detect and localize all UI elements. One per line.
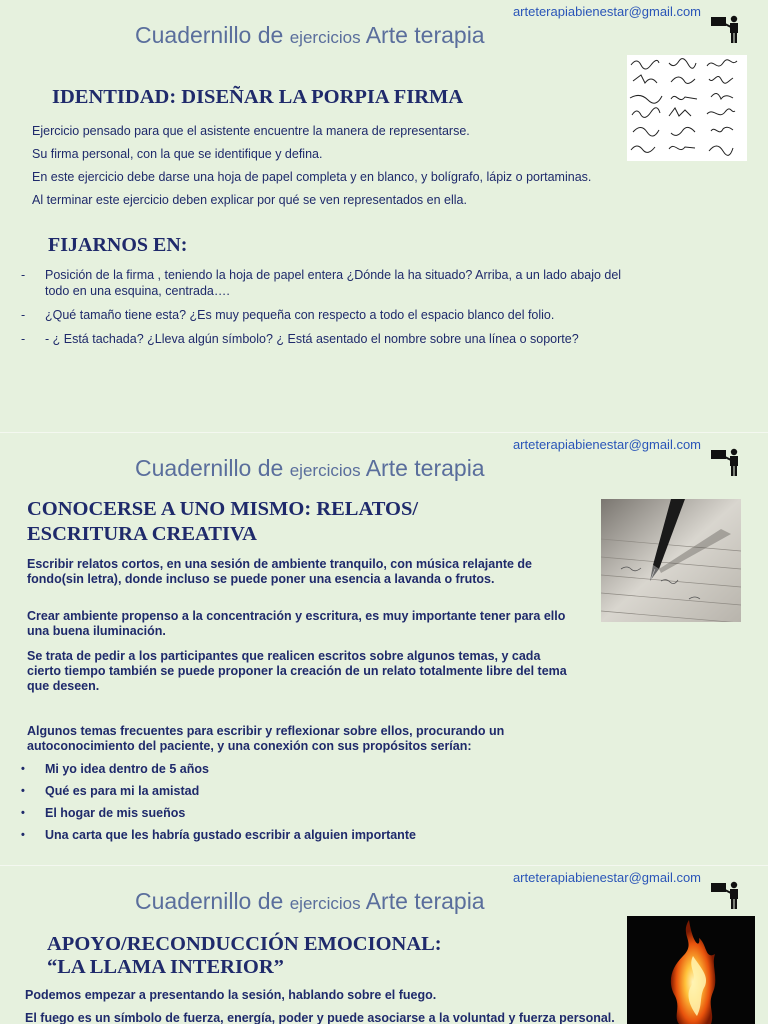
- contact-email-link[interactable]: arteterapiabienestar@gmail.com: [512, 870, 701, 885]
- body-paragraph: Al terminar este ejercicio deben explicar por qué se ven representados en ella.: [32, 193, 467, 207]
- slide-identidad: [0, 0, 768, 432]
- list-item: - - ¿ Está tachada? ¿Lleva algún símbolo? ¿ Está asentado el nombre sobre una línea o soporte?: [21, 331, 636, 347]
- slide-llama-interior: [0, 865, 768, 1024]
- flame-image: [627, 916, 755, 1024]
- body-paragraph: El fuego es un símbolo de fuerza, energía, poder y puede asociarse a la voluntad y fuerza personal.: [25, 1011, 615, 1024]
- list-item: - ¿Qué tamaño tiene esta? ¿Es muy pequeña con respecto a todo el espacio blanco del folio.: [21, 307, 636, 323]
- list-item: • Qué es para mi la amistad: [21, 784, 572, 799]
- contact-email-link[interactable]: arteterapiabienestar@gmail.com: [512, 4, 701, 19]
- teacher-presenting-icon: [710, 880, 742, 910]
- list-item: - Posición de la firma , teniendo la hoja de papel entera ¿Dónde la ha situado? Arriba, a un lado abajo del todo en una esquina, centrada….: [21, 267, 636, 299]
- signatures-image: [627, 55, 747, 161]
- slide-subheading: FIJARNOS EN:: [48, 234, 188, 256]
- body-paragraph: Algunos temas frecuentes para escribir y reflexionar sobre ellos, procurando un autoconocimiento del paciente, y una conexión con sus propósitos serían:: [27, 724, 505, 753]
- list-item: • El hogar de mis sueños: [21, 806, 572, 821]
- slide-heading: IDENTIDAD: DISEÑAR LA PORPIA FIRMA: [52, 86, 464, 108]
- deck-title: Cuadernillo de ejercicios Arte terapia: [135, 455, 485, 481]
- fountain-pen-image: [601, 499, 741, 622]
- slide-conocerse: [0, 432, 768, 865]
- body-paragraph: Se trata de pedir a los participantes que realicen escritos sobre algunos temas, y cada cierto tiempo también se puede proponer la creación de un relato totalmente libre del tema que deseen.: [27, 649, 567, 693]
- deck-title: Cuadernillo de ejercicios Arte terapia: [135, 22, 485, 48]
- teacher-presenting-icon: [710, 14, 742, 44]
- deck-title: Cuadernillo de ejercicios Arte terapia: [135, 888, 485, 914]
- slide-heading: APOYO/RECONDUCCIÓN EMOCIONAL: “LA LLAMA INTERIOR”: [47, 933, 442, 978]
- teacher-presenting-icon: [710, 447, 742, 477]
- body-paragraph: En este ejercicio debe darse una hoja de papel completa y en blanco, y bolígrafo, lápiz o portaminas.: [32, 170, 592, 184]
- body-paragraph: Podemos empezar a presentando la sesión, hablando sobre el fuego.: [25, 988, 437, 1002]
- body-paragraph: Escribir relatos cortos, en una sesión de ambiente tranquilo, con música relajante de fondo(sin letra), donde incluso se puede poner una esencia a lavanda o frutos.: [27, 557, 533, 586]
- body-paragraph: Su firma personal, con la que se identifique y defina.: [32, 147, 323, 161]
- body-paragraph: Ejercicio pensado para que el asistente encuentre la manera de representarse.: [32, 124, 470, 138]
- slide-body: [32, 123, 612, 215]
- observation-list: [21, 267, 636, 355]
- slide-body: [27, 557, 572, 850]
- slide-body: [25, 987, 625, 1024]
- body-paragraph: Crear ambiente propenso a la concentración y escritura, es muy importante tener para ello una buena iluminación.: [27, 609, 566, 638]
- list-item: • Mi yo idea dentro de 5 años: [21, 762, 572, 777]
- contact-email-link[interactable]: arteterapiabienestar@gmail.com: [512, 437, 701, 452]
- list-item: • Una carta que les habría gustado escribir a alguien importante: [21, 828, 572, 843]
- slide-heading: CONOCERSE A UNO MISMO: RELATOS/ ESCRITURA CREATIVA: [27, 498, 419, 545]
